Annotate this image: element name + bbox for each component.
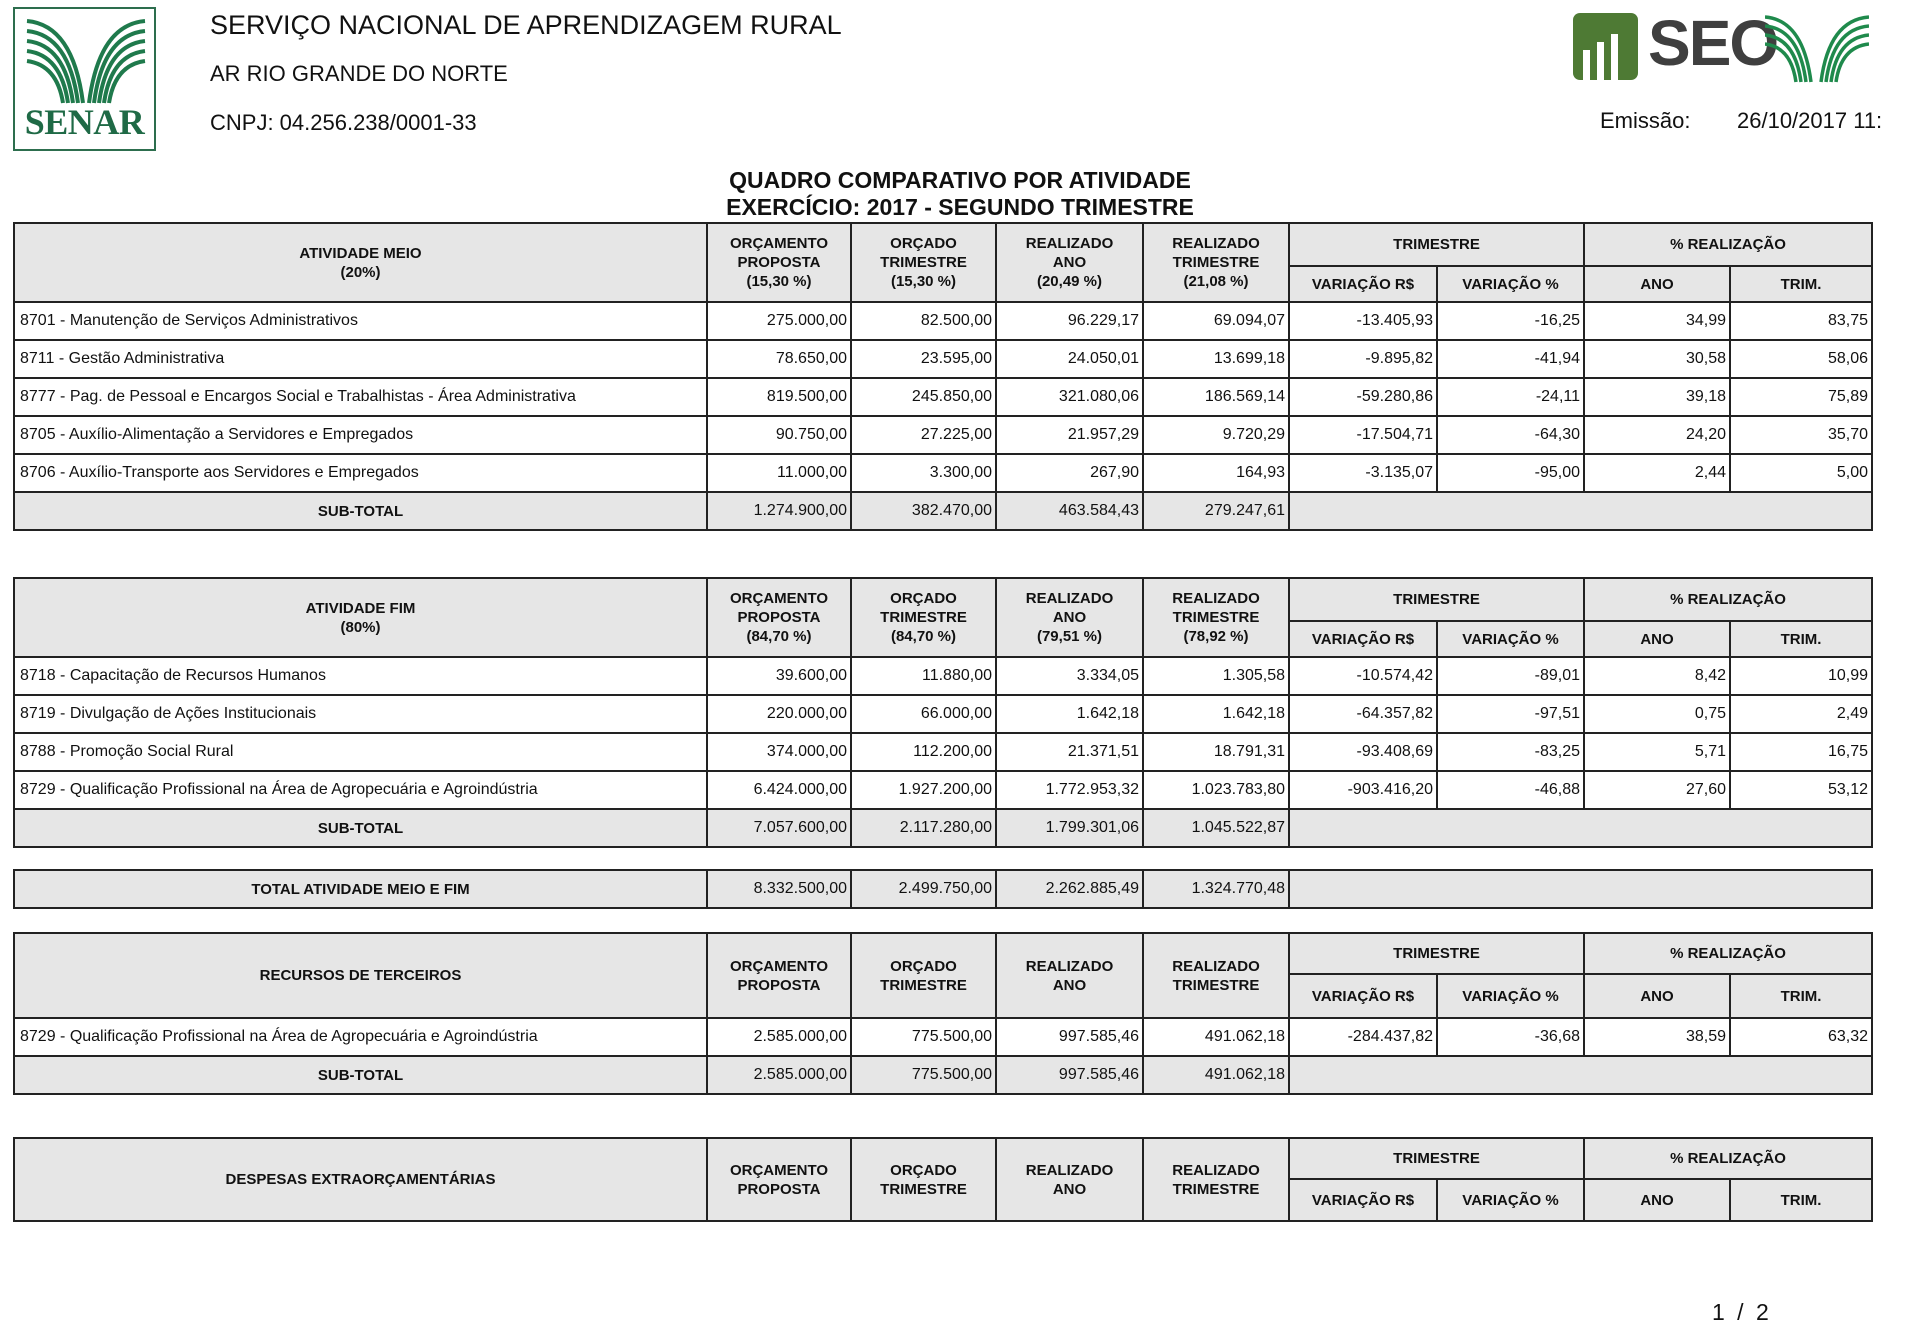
header-realizado-trimestre: REALIZADO TRIMESTRE bbox=[1143, 933, 1289, 1018]
cell-orcamento: 90.750,00 bbox=[707, 416, 851, 454]
cell-pct-trim: 2,49 bbox=[1730, 695, 1872, 733]
subtotal-orcamento: 1.274.900,00 bbox=[707, 492, 851, 530]
cell-orcado: 27.225,00 bbox=[851, 416, 996, 454]
cell-pct-trim: 63,32 bbox=[1730, 1018, 1872, 1056]
issue-date-value: 26/10/2017 11: bbox=[1737, 108, 1883, 133]
cell-variacao-rs: -10.574,42 bbox=[1289, 657, 1437, 695]
header-atividade-meio: ATIVIDADE MEIO (20%) bbox=[14, 223, 707, 302]
cell-realizado-ano: 1.772.953,32 bbox=[996, 771, 1143, 809]
subtotal-realizado-trim: 491.062,18 bbox=[1143, 1056, 1289, 1094]
table-despesas-extraorcamentarias bbox=[13, 1137, 1873, 1222]
cell-variacao-rs: -93.408,69 bbox=[1289, 733, 1437, 771]
cell-orcamento: 6.424.000,00 bbox=[707, 771, 851, 809]
header-trimestre: TRIMESTRE bbox=[1289, 223, 1584, 266]
header-realizado-trimestre: REALIZADO TRIMESTRE (21,08 %) bbox=[1143, 223, 1289, 302]
table-row bbox=[14, 657, 1872, 695]
cell-variacao-pct: -46,88 bbox=[1437, 771, 1584, 809]
cell-realizado-trim: 1.642,18 bbox=[1143, 695, 1289, 733]
cell-pct-trim: 35,70 bbox=[1730, 416, 1872, 454]
cell-variacao-pct: -97,51 bbox=[1437, 695, 1584, 733]
row-description: 8729 - Qualificação Profissional na Área de Agropecuária e Agroindústria bbox=[14, 771, 707, 809]
header-despesas-extraorcamentarias: DESPESAS EXTRAORÇAMENTÁRIAS bbox=[14, 1138, 707, 1221]
cell-realizado-trim: 164,93 bbox=[1143, 454, 1289, 492]
total-empty bbox=[1289, 870, 1872, 908]
cell-variacao-rs: -284.437,82 bbox=[1289, 1018, 1437, 1056]
total-orcado: 2.499.750,00 bbox=[851, 870, 996, 908]
cell-realizado-ano: 997.585,46 bbox=[996, 1018, 1143, 1056]
cell-orcado: 1.927.200,00 bbox=[851, 771, 996, 809]
organization-name: SERVIÇO NACIONAL DE APRENDIZAGEM RURAL bbox=[210, 10, 842, 40]
cell-variacao-rs: -3.135,07 bbox=[1289, 454, 1437, 492]
header-variacao-rs: VARIAÇÃO R$ bbox=[1289, 621, 1437, 657]
organization-unit: AR RIO GRANDE DO NORTE bbox=[210, 61, 508, 86]
cell-variacao-pct: -95,00 bbox=[1437, 454, 1584, 492]
row-description: 8701 - Manutenção de Serviços Administrativos bbox=[14, 302, 707, 340]
cell-pct-ano: 24,20 bbox=[1584, 416, 1730, 454]
cell-orcado: 66.000,00 bbox=[851, 695, 996, 733]
cell-variacao-pct: -89,01 bbox=[1437, 657, 1584, 695]
cell-variacao-rs: -17.504,71 bbox=[1289, 416, 1437, 454]
cell-pct-trim: 10,99 bbox=[1730, 657, 1872, 695]
header-variacao-rs: VARIAÇÃO R$ bbox=[1289, 974, 1437, 1018]
cell-realizado-trim: 9.720,29 bbox=[1143, 416, 1289, 454]
senar-leaf-icon bbox=[25, 17, 147, 107]
row-description: 8718 - Capacitação de Recursos Humanos bbox=[14, 657, 707, 695]
cell-realizado-ano: 3.334,05 bbox=[996, 657, 1143, 695]
table-row bbox=[14, 454, 1872, 492]
subtotal-realizado-trim: 279.247,61 bbox=[1143, 492, 1289, 530]
table-recursos-terceiros bbox=[13, 932, 1873, 1095]
total-realizado-ano: 2.262.885,49 bbox=[996, 870, 1143, 908]
table-row bbox=[14, 302, 1872, 340]
cell-orcado: 3.300,00 bbox=[851, 454, 996, 492]
subtotal-realizado-trim: 1.045.522,87 bbox=[1143, 809, 1289, 847]
report-title: QUADRO COMPARATIVO POR ATIVIDADE bbox=[729, 167, 1191, 193]
subtotal-orcamento: 2.585.000,00 bbox=[707, 1056, 851, 1094]
subtotal-row bbox=[14, 1056, 1872, 1094]
cell-pct-ano: 34,99 bbox=[1584, 302, 1730, 340]
subtotal-realizado-ano: 463.584,43 bbox=[996, 492, 1143, 530]
header-pct-ano: ANO bbox=[1584, 1179, 1730, 1221]
seo-leaf-icon bbox=[1765, 14, 1869, 84]
cell-orcamento: 220.000,00 bbox=[707, 695, 851, 733]
cell-variacao-pct: -24,11 bbox=[1437, 378, 1584, 416]
header-variacao-pct: VARIAÇÃO % bbox=[1437, 1179, 1584, 1221]
cell-pct-ano: 0,75 bbox=[1584, 695, 1730, 733]
header-pct-ano: ANO bbox=[1584, 266, 1730, 302]
header-trimestre: TRIMESTRE bbox=[1289, 1138, 1584, 1179]
subtotal-orcado: 775.500,00 bbox=[851, 1056, 996, 1094]
cell-pct-ano: 5,71 bbox=[1584, 733, 1730, 771]
header-orcamento-proposta: ORÇAMENTO PROPOSTA (15,30 %) bbox=[707, 223, 851, 302]
table-total-meio-fim bbox=[13, 869, 1873, 909]
cell-variacao-pct: -83,25 bbox=[1437, 733, 1584, 771]
header-pct-trim: TRIM. bbox=[1730, 266, 1872, 302]
subtotal-realizado-ano: 1.799.301,06 bbox=[996, 809, 1143, 847]
cell-pct-ano: 2,44 bbox=[1584, 454, 1730, 492]
senar-logo-text: SENAR bbox=[24, 102, 145, 142]
table-row bbox=[14, 378, 1872, 416]
header-realizado-ano: REALIZADO ANO bbox=[996, 1138, 1143, 1221]
header-orcado-trimestre: ORÇADO TRIMESTRE (15,30 %) bbox=[851, 223, 996, 302]
cell-orcamento: 39.600,00 bbox=[707, 657, 851, 695]
cell-realizado-ano: 96.229,17 bbox=[996, 302, 1143, 340]
cell-orcado: 11.880,00 bbox=[851, 657, 996, 695]
header-realizacao: % REALIZAÇÃO bbox=[1584, 933, 1872, 974]
cell-pct-ano: 8,42 bbox=[1584, 657, 1730, 695]
header-variacao-pct: VARIAÇÃO % bbox=[1437, 974, 1584, 1018]
cell-variacao-rs: -9.895,82 bbox=[1289, 340, 1437, 378]
cell-orcado: 245.850,00 bbox=[851, 378, 996, 416]
header-orcamento-proposta: ORÇAMENTO PROPOSTA (84,70 %) bbox=[707, 578, 851, 657]
row-description: 8719 - Divulgação de Ações Institucionais bbox=[14, 695, 707, 733]
subtotal-realizado-ano: 997.585,46 bbox=[996, 1056, 1143, 1094]
row-description: 8705 - Auxílio-Alimentação a Servidores e Empregados bbox=[14, 416, 707, 454]
cell-pct-trim: 5,00 bbox=[1730, 454, 1872, 492]
cell-variacao-pct: -64,30 bbox=[1437, 416, 1584, 454]
cell-variacao-pct: -16,25 bbox=[1437, 302, 1584, 340]
cell-realizado-ano: 267,90 bbox=[996, 454, 1143, 492]
cell-orcamento: 374.000,00 bbox=[707, 733, 851, 771]
subtotal-row bbox=[14, 492, 1872, 530]
table-row bbox=[14, 1018, 1872, 1056]
cell-variacao-pct: -41,94 bbox=[1437, 340, 1584, 378]
total-label: TOTAL ATIVIDADE MEIO E FIM bbox=[14, 870, 707, 908]
header-realizacao: % REALIZAÇÃO bbox=[1584, 223, 1872, 266]
cell-orcamento: 275.000,00 bbox=[707, 302, 851, 340]
cell-realizado-ano: 1.642,18 bbox=[996, 695, 1143, 733]
table-row bbox=[14, 733, 1872, 771]
header-realizado-ano: REALIZADO ANO bbox=[996, 933, 1143, 1018]
cell-pct-ano: 27,60 bbox=[1584, 771, 1730, 809]
cell-realizado-trim: 1.023.783,80 bbox=[1143, 771, 1289, 809]
row-description: 8706 - Auxílio-Transporte aos Servidores e Empregados bbox=[14, 454, 707, 492]
table-row bbox=[14, 695, 1872, 733]
cell-pct-ano: 30,58 bbox=[1584, 340, 1730, 378]
cell-variacao-rs: -903.416,20 bbox=[1289, 771, 1437, 809]
cell-realizado-ano: 21.371,51 bbox=[996, 733, 1143, 771]
subtotal-label: SUB-TOTAL bbox=[14, 809, 707, 847]
table-atividade-fim bbox=[13, 577, 1873, 848]
cell-realizado-ano: 24.050,01 bbox=[996, 340, 1143, 378]
header-realizado-trimestre: REALIZADO TRIMESTRE bbox=[1143, 1138, 1289, 1221]
subtotal-orcado: 382.470,00 bbox=[851, 492, 996, 530]
header-pct-trim: TRIM. bbox=[1730, 974, 1872, 1018]
subtotal-empty bbox=[1289, 809, 1872, 847]
subtotal-row bbox=[14, 809, 1872, 847]
seo-bars-icon bbox=[1573, 13, 1638, 80]
cell-orcado: 775.500,00 bbox=[851, 1018, 996, 1056]
header-trimestre: TRIMESTRE bbox=[1289, 933, 1584, 974]
cell-pct-trim: 83,75 bbox=[1730, 302, 1872, 340]
row-description: 8711 - Gestão Administrativa bbox=[14, 340, 707, 378]
table-atividade-meio bbox=[13, 222, 1873, 531]
cell-orcamento: 819.500,00 bbox=[707, 378, 851, 416]
cell-orcado: 82.500,00 bbox=[851, 302, 996, 340]
cell-orcamento: 78.650,00 bbox=[707, 340, 851, 378]
senar-logo bbox=[13, 7, 156, 151]
cell-realizado-trim: 18.791,31 bbox=[1143, 733, 1289, 771]
header-variacao-pct: VARIAÇÃO % bbox=[1437, 266, 1584, 302]
page-number: 1 / 2 bbox=[1712, 1299, 1769, 1325]
organization-cnpj: CNPJ: 04.256.238/0001-33 bbox=[210, 110, 477, 135]
seo-logo-text: SEO bbox=[1648, 7, 1778, 79]
header-orcado-trimestre: ORÇADO TRIMESTRE bbox=[851, 1138, 996, 1221]
header-orcamento-proposta: ORÇAMENTO PROPOSTA bbox=[707, 1138, 851, 1221]
header-realizado-trimestre: REALIZADO TRIMESTRE (78,92 %) bbox=[1143, 578, 1289, 657]
cell-variacao-pct: -36,68 bbox=[1437, 1018, 1584, 1056]
cell-pct-trim: 16,75 bbox=[1730, 733, 1872, 771]
cell-variacao-rs: -64.357,82 bbox=[1289, 695, 1437, 733]
header-recursos-terceiros: RECURSOS DE TERCEIROS bbox=[14, 933, 707, 1018]
issue-date-label: Emissão: bbox=[1600, 108, 1691, 133]
header-realizado-ano: REALIZADO ANO (20,49 %) bbox=[996, 223, 1143, 302]
cell-realizado-ano: 21.957,29 bbox=[996, 416, 1143, 454]
cell-variacao-rs: -59.280,86 bbox=[1289, 378, 1437, 416]
header-pct-ano: ANO bbox=[1584, 974, 1730, 1018]
cell-variacao-rs: -13.405,93 bbox=[1289, 302, 1437, 340]
cell-realizado-trim: 186.569,14 bbox=[1143, 378, 1289, 416]
table-row bbox=[14, 771, 1872, 809]
subtotal-empty bbox=[1289, 492, 1872, 530]
subtotal-orcado: 2.117.280,00 bbox=[851, 809, 996, 847]
subtotal-orcamento: 7.057.600,00 bbox=[707, 809, 851, 847]
header-orcado-trimestre: ORÇADO TRIMESTRE (84,70 %) bbox=[851, 578, 996, 657]
header-variacao-rs: VARIAÇÃO R$ bbox=[1289, 1179, 1437, 1221]
cell-realizado-trim: 491.062,18 bbox=[1143, 1018, 1289, 1056]
cell-realizado-trim: 69.094,07 bbox=[1143, 302, 1289, 340]
cell-orcado: 112.200,00 bbox=[851, 733, 996, 771]
header-realizado-ano: REALIZADO ANO (79,51 %) bbox=[996, 578, 1143, 657]
cell-orcamento: 2.585.000,00 bbox=[707, 1018, 851, 1056]
table-row bbox=[14, 416, 1872, 454]
report-subtitle: EXERCÍCIO: 2017 - SEGUNDO TRIMESTRE bbox=[726, 194, 1194, 220]
header-orcamento-proposta: ORÇAMENTO PROPOSTA bbox=[707, 933, 851, 1018]
total-orcamento: 8.332.500,00 bbox=[707, 870, 851, 908]
cell-pct-trim: 58,06 bbox=[1730, 340, 1872, 378]
header-orcado-trimestre: ORÇADO TRIMESTRE bbox=[851, 933, 996, 1018]
cell-orcamento: 11.000,00 bbox=[707, 454, 851, 492]
subtotal-label: SUB-TOTAL bbox=[14, 1056, 707, 1094]
cell-pct-trim: 75,89 bbox=[1730, 378, 1872, 416]
header-pct-trim: TRIM. bbox=[1730, 1179, 1872, 1221]
header-trimestre: TRIMESTRE bbox=[1289, 578, 1584, 621]
seo-logo bbox=[1573, 7, 1873, 84]
table-row bbox=[14, 340, 1872, 378]
header-realizacao: % REALIZAÇÃO bbox=[1584, 578, 1872, 621]
cell-orcado: 23.595,00 bbox=[851, 340, 996, 378]
row-description: 8777 - Pag. de Pessoal e Encargos Social e Trabalhistas - Área Administrativa bbox=[14, 378, 707, 416]
subtotal-label: SUB-TOTAL bbox=[14, 492, 707, 530]
header-variacao-rs: VARIAÇÃO R$ bbox=[1289, 266, 1437, 302]
cell-realizado-ano: 321.080,06 bbox=[996, 378, 1143, 416]
cell-pct-ano: 39,18 bbox=[1584, 378, 1730, 416]
header-atividade-fim: ATIVIDADE FIM (80%) bbox=[14, 578, 707, 657]
subtotal-empty bbox=[1289, 1056, 1872, 1094]
cell-realizado-trim: 13.699,18 bbox=[1143, 340, 1289, 378]
header-variacao-pct: VARIAÇÃO % bbox=[1437, 621, 1584, 657]
cell-pct-trim: 53,12 bbox=[1730, 771, 1872, 809]
row-description: 8729 - Qualificação Profissional na Área de Agropecuária e Agroindústria bbox=[14, 1018, 707, 1056]
cell-realizado-trim: 1.305,58 bbox=[1143, 657, 1289, 695]
header-pct-ano: ANO bbox=[1584, 621, 1730, 657]
total-realizado-trim: 1.324.770,48 bbox=[1143, 870, 1289, 908]
total-row bbox=[14, 870, 1872, 908]
cell-pct-ano: 38,59 bbox=[1584, 1018, 1730, 1056]
header-pct-trim: TRIM. bbox=[1730, 621, 1872, 657]
row-description: 8788 - Promoção Social Rural bbox=[14, 733, 707, 771]
header-realizacao: % REALIZAÇÃO bbox=[1584, 1138, 1872, 1179]
